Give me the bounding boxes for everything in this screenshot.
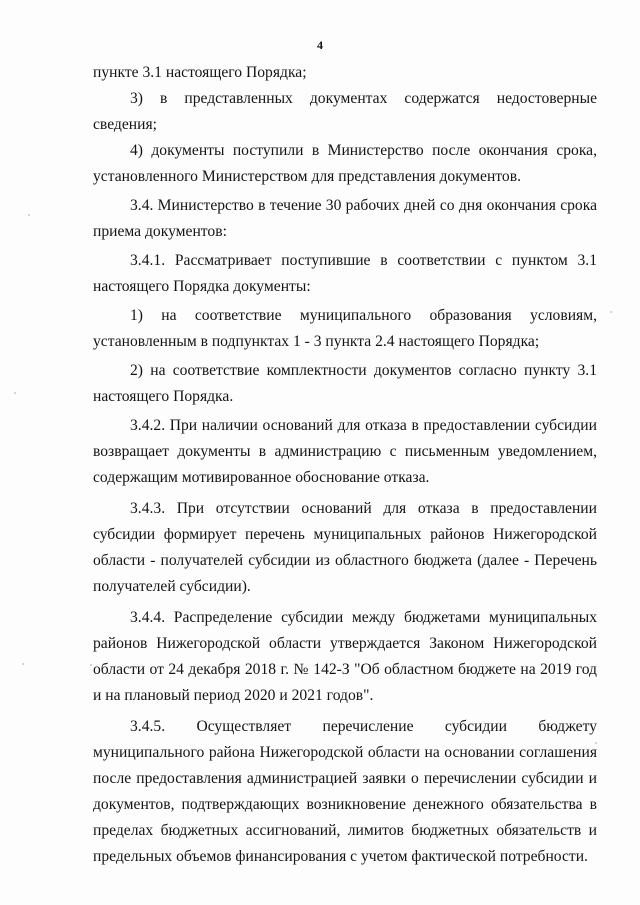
paragraph-sub-1: 1) на соответствие муниципального образования условиям, установленным в подпунктах 1 - 3 пункта 2.4 настоящего Порядка; (93, 307, 597, 350)
paragraph-3-4-4: 3.4.4. Распределение субсидии между бюджетами муниципальных районов Нижегородской области утверждается Законом Нижегородской области от 24 декабря 2018 г. № 142-З "Об областном бюджете на 2019 год и на плановый период 2020 и 2021 годов". (93, 609, 597, 704)
page-number: 4 (317, 38, 323, 52)
paragraph-3-4-3: 3.4.3. При отсутствии оснований для отказа в предоставлении субсидии формирует перечень муниципальных районов Нижегородской области - получателей субсидии из областного бюджета (далее - Перечень получателей субсидии). (93, 500, 597, 595)
paragraph-item-4: 4) документы поступили в Министерство после окончания срока, установленного Министерством для представления документов. (93, 142, 597, 185)
paragraph-sub-2: 2) на соответствие комплектности документов согласно пункту 3.1 настоящего Порядка. (93, 362, 597, 405)
paragraph-3-4-5: 3.4.5. Осуществляет перечисление субсидии бюджету муниципального района Нижегородской области на основании соглашения после предоставления администрацией заявки о перечислении субсидии и документов, подтверждающих возникновение денежного обязательства в пределах бюджетных ассигнований, лимитов бюджетных обязательств и предельных объемов финансирования с учетом фактической потребности. (93, 718, 597, 865)
scan-speck (28, 214, 30, 216)
paragraph-continuation: пункте 3.1 настоящего Порядка; (93, 64, 307, 81)
paragraph-item-3: 3) в представленных документах содержатся недостоверные сведения; (93, 90, 597, 133)
scan-speck (610, 311, 612, 313)
scan-speck (90, 664, 92, 666)
scan-speck (14, 392, 16, 394)
document-body (93, 60, 597, 870)
paragraph-3-4-2: 3.4.2. При наличии оснований для отказа в предоставлении субсидии возвращает документы в администрацию с письменным уведомлением, содержащим мотивированное обоснование отказа. (93, 417, 597, 486)
paragraph-3-4-1: 3.4.1. Рассматривает поступившие в соответствии с пунктом 3.1 настоящего Порядка документы: (93, 252, 597, 295)
scan-speck (22, 663, 24, 665)
paragraph-3-4: 3.4. Министерство в течение 30 рабочих дней со дня окончания срока приема документов: (93, 197, 597, 240)
scan-speck (595, 742, 597, 744)
